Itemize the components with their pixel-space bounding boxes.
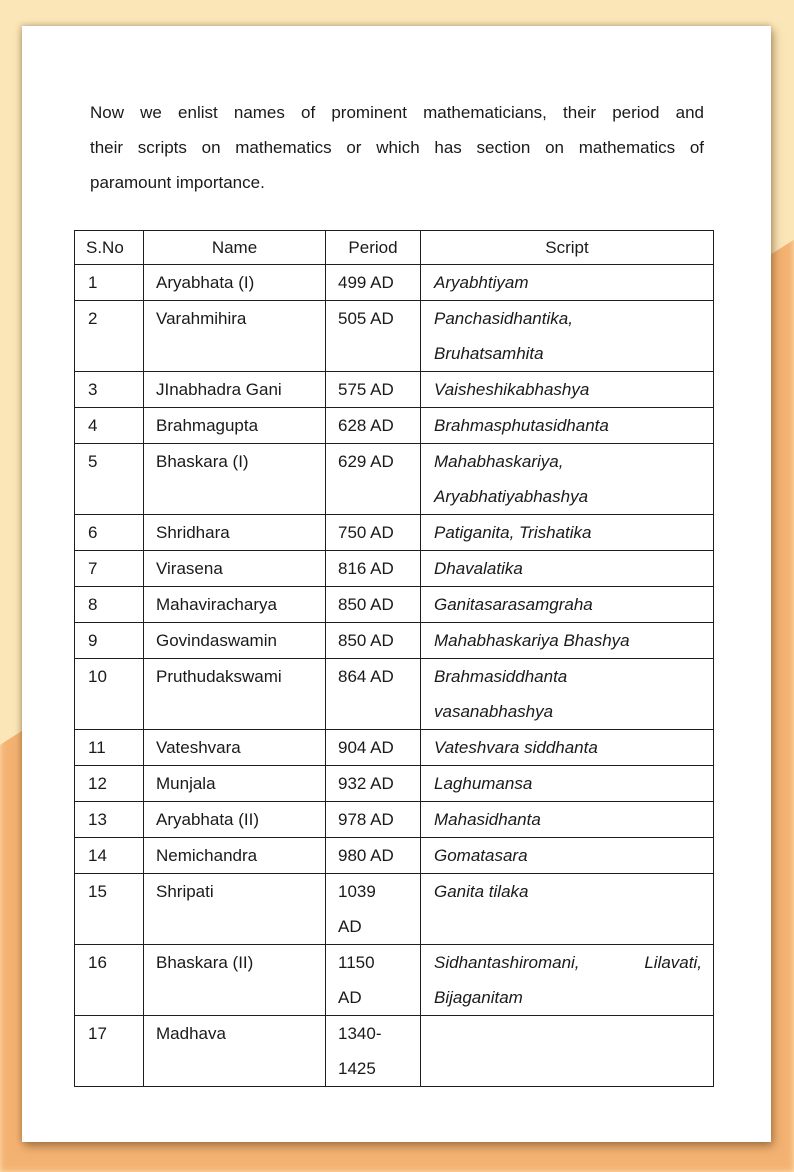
table-row xyxy=(75,551,714,587)
cell-script xyxy=(421,444,714,515)
cell-period xyxy=(326,766,421,802)
table-row xyxy=(75,587,714,623)
period-line: 629 AD xyxy=(338,452,394,471)
period-line: 1039 xyxy=(338,882,376,901)
header-sno: S.No xyxy=(75,231,144,265)
cell-sno: 11 xyxy=(75,730,144,766)
cell-sno: 9 xyxy=(75,623,144,659)
cell-period xyxy=(326,623,421,659)
cell-script xyxy=(421,874,714,945)
intro-line: Now we enlist names of prominent mathematicians, their period and xyxy=(90,103,704,122)
cell-name: Pruthudakswami xyxy=(144,659,326,730)
table-row xyxy=(75,515,714,551)
intro-line: their scripts on mathematics or which has section on mathematics of xyxy=(90,138,704,157)
cell-period xyxy=(326,802,421,838)
cell-script xyxy=(421,515,714,551)
cell-sno: 3 xyxy=(75,372,144,408)
script-line: Mahasidhanta xyxy=(434,810,541,829)
cell-script xyxy=(421,265,714,301)
table-body xyxy=(75,265,714,1087)
cell-sno: 8 xyxy=(75,587,144,623)
period-line: 816 AD xyxy=(338,559,394,578)
cell-name: Bhaskara (I) xyxy=(144,444,326,515)
period-line: 850 AD xyxy=(338,595,394,614)
table-row xyxy=(75,372,714,408)
period-line: AD xyxy=(338,917,362,936)
cell-period xyxy=(326,444,421,515)
cell-period xyxy=(326,945,421,1016)
header-period: Period xyxy=(326,231,421,265)
cell-name: Shripati xyxy=(144,874,326,945)
cell-script xyxy=(421,551,714,587)
cell-name: Nemichandra xyxy=(144,838,326,874)
script-line: Brahmasiddhanta xyxy=(434,667,568,686)
cell-period xyxy=(326,265,421,301)
cell-sno: 13 xyxy=(75,802,144,838)
cell-name: Bhaskara (II) xyxy=(144,945,326,1016)
table-row xyxy=(75,802,714,838)
cell-period xyxy=(326,301,421,372)
period-line: 499 AD xyxy=(338,273,394,292)
cell-period xyxy=(326,1016,421,1087)
cell-period xyxy=(326,587,421,623)
cell-name: Madhava xyxy=(144,1016,326,1087)
script-line: Ganita tilaka xyxy=(434,882,529,901)
period-line: 505 AD xyxy=(338,309,394,328)
script-line: Laghumansa xyxy=(434,774,533,793)
table-row xyxy=(75,659,714,730)
script-line: Aryabhtiyam xyxy=(434,273,529,292)
cell-sno: 7 xyxy=(75,551,144,587)
script-line: Vaisheshikabhashya xyxy=(434,380,590,399)
cell-name: Govindaswamin xyxy=(144,623,326,659)
period-line: 980 AD xyxy=(338,846,394,865)
period-line: 850 AD xyxy=(338,631,394,650)
cell-script xyxy=(421,623,714,659)
table-row xyxy=(75,945,714,1016)
cell-period xyxy=(326,408,421,444)
period-line: AD xyxy=(338,988,362,1007)
cell-name: Aryabhata (II) xyxy=(144,802,326,838)
cell-sno: 12 xyxy=(75,766,144,802)
script-line: Mahabhaskariya Bhashya xyxy=(434,631,630,650)
period-line: 1425 xyxy=(338,1059,376,1078)
cell-name: Vateshvara xyxy=(144,730,326,766)
period-line: 1150 xyxy=(338,953,375,972)
cell-sno: 2 xyxy=(75,301,144,372)
cell-name: Aryabhata (I) xyxy=(144,265,326,301)
period-line: 575 AD xyxy=(338,380,394,399)
period-line: 904 AD xyxy=(338,738,394,757)
table-header-row xyxy=(75,231,714,265)
cell-period xyxy=(326,730,421,766)
header-name: Name xyxy=(144,231,326,265)
table-row xyxy=(75,444,714,515)
cell-sno: 10 xyxy=(75,659,144,730)
document-page xyxy=(22,26,771,1142)
header-script: Script xyxy=(421,231,714,265)
script-line: Gomatasara xyxy=(434,846,528,865)
table-row xyxy=(75,766,714,802)
script-line: Bijaganitam xyxy=(434,988,523,1007)
script-line: Vateshvara siddhanta xyxy=(434,738,598,757)
cell-sno: 14 xyxy=(75,838,144,874)
cell-period xyxy=(326,659,421,730)
table-row xyxy=(75,265,714,301)
cell-sno: 17 xyxy=(75,1016,144,1087)
period-line: 864 AD xyxy=(338,667,394,686)
period-line: 628 AD xyxy=(338,416,394,435)
cell-name: Mahaviracharya xyxy=(144,587,326,623)
cell-script xyxy=(421,945,714,1016)
period-line: 750 AD xyxy=(338,523,394,542)
table-row xyxy=(75,838,714,874)
script-line: Mahabhaskariya, xyxy=(434,452,564,471)
table-row xyxy=(75,730,714,766)
intro-paragraph xyxy=(90,95,704,200)
cell-name: Munjala xyxy=(144,766,326,802)
table-row xyxy=(75,623,714,659)
script-line: Bruhatsamhita xyxy=(434,344,544,363)
cell-period xyxy=(326,551,421,587)
cell-sno: 16 xyxy=(75,945,144,1016)
cell-script xyxy=(421,802,714,838)
script-line: vasanabhashya xyxy=(434,702,554,721)
cell-script xyxy=(421,1016,714,1087)
script-line: Aryabhatiyabhashya xyxy=(434,487,589,506)
cell-script xyxy=(421,766,714,802)
cell-script xyxy=(421,838,714,874)
script-line: Dhavalatika xyxy=(434,559,523,578)
script-line: Brahmasphutasidhanta xyxy=(434,416,609,435)
cell-script xyxy=(421,587,714,623)
cell-name: Virasena xyxy=(144,551,326,587)
mathematicians-table xyxy=(74,230,714,1087)
cell-period xyxy=(326,838,421,874)
cell-sno: 1 xyxy=(75,265,144,301)
period-line: 1340- xyxy=(338,1024,382,1043)
cell-name: Varahmihira xyxy=(144,301,326,372)
table-row xyxy=(75,1016,714,1087)
cell-sno: 5 xyxy=(75,444,144,515)
cell-script xyxy=(421,408,714,444)
cell-script xyxy=(421,372,714,408)
cell-script xyxy=(421,730,714,766)
table-row xyxy=(75,408,714,444)
script-line: Panchasidhantika, xyxy=(434,309,573,328)
script-line: Sidhantashiromani, Lilavati, xyxy=(434,953,702,972)
table-row xyxy=(75,874,714,945)
table-row xyxy=(75,301,714,372)
script-line: Patiganita, Trishatika xyxy=(434,523,592,542)
cell-sno: 4 xyxy=(75,408,144,444)
period-line: 932 AD xyxy=(338,774,394,793)
cell-period xyxy=(326,874,421,945)
cell-script xyxy=(421,301,714,372)
intro-line: paramount importance. xyxy=(90,173,265,192)
period-line: 978 AD xyxy=(338,810,394,829)
script-line: Ganitasarasamgraha xyxy=(434,595,593,614)
cell-sno: 15 xyxy=(75,874,144,945)
cell-name: JInabhadra Gani xyxy=(144,372,326,408)
cell-script xyxy=(421,659,714,730)
cell-name: Brahmagupta xyxy=(144,408,326,444)
cell-sno: 6 xyxy=(75,515,144,551)
cell-period xyxy=(326,372,421,408)
cell-period xyxy=(326,515,421,551)
cell-name: Shridhara xyxy=(144,515,326,551)
